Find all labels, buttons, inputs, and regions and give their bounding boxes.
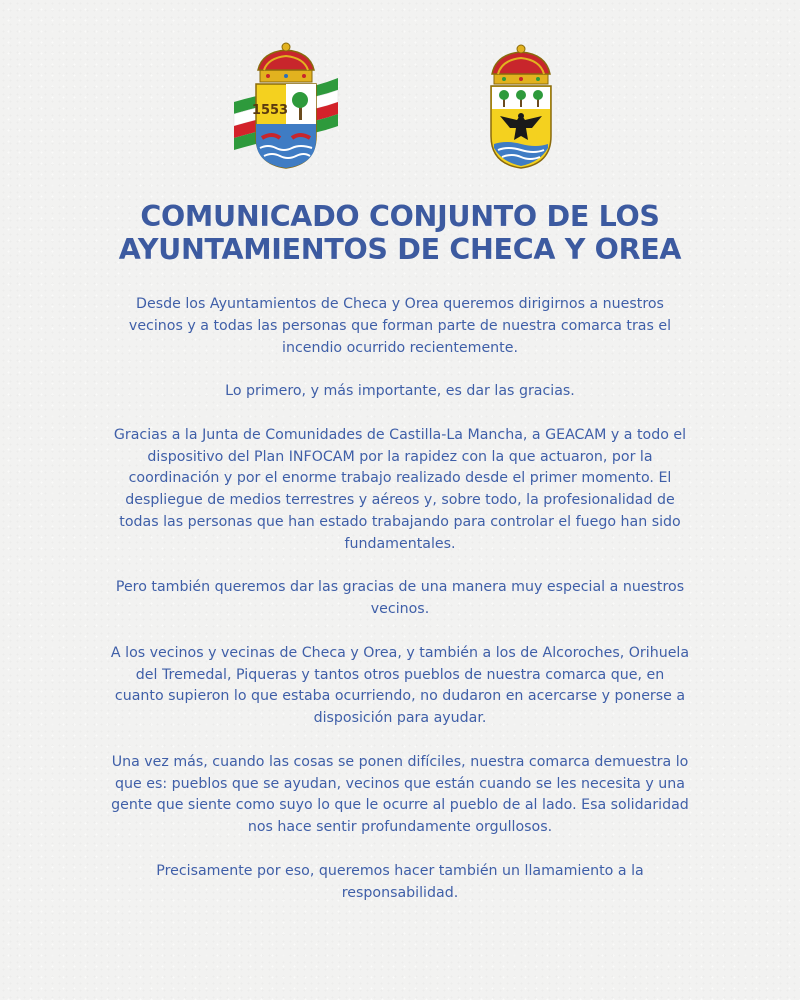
paragraph-responsibility: Precisamente por eso, queremos hacer también un llamamiento a la responsabilidad. bbox=[156, 862, 644, 901]
crests-header bbox=[0, 40, 800, 170]
crest-year: 1553 bbox=[251, 103, 289, 118]
paragraph-neighbors: Pero también queremos dar las gracias de una manera muy especial a nuestros vecinos. bbox=[115, 579, 685, 618]
paragraph-institutions: Gracias a la Junta de Comunidades de Castilla-La Mancha, a GEACAM y a todo el dispositivo del Plan INFOCAM por la rapidez con la que actuaron, por la coordinación y por el enorme trabajo realizado desde el primer momento. El despliegue de medios terrestres y aéreos y, sobre todo, la profesionalidad de todas las personas que han estado trabajando para controlar el fuego han sido fundamentales. bbox=[113, 426, 687, 552]
orea-coat-of-arms-icon bbox=[484, 44, 558, 170]
title-line-2: AYUNTAMIENTOS DE CHECA Y OREA bbox=[118, 233, 682, 266]
paragraph-intro: Desde los Ayuntamientos de Checa y Orea queremos dirigirnos a nuestros vecinos y a todas las personas que forman parte de nuestra comarca tras el incendio ocurrido recientemente. bbox=[128, 296, 672, 356]
paragraph-solidarity: Una vez más, cuando las cosas se ponen difíciles, nuestra comarca demuestra lo que es: pueblos que se ayudan, vecinos que están cuando se les necesita y una gente que siente como suyo lo que le ocurre al pueblo de al lado. Esa solidaridad nos hace sentir profundamente orgullosos. bbox=[111, 753, 689, 836]
paragraph-villages: A los vecinos y vecinas de Checa y Orea, y también a los de Alcoroches, Orihuela del Tremedal, Piqueras y tantos otros pueblos de nuestra comarca que, en cuanto supieron lo que estaba ocurriendo, no dudaron en acercarse y ponerse a disposición para ayudar. bbox=[110, 644, 690, 727]
statement-body bbox=[110, 294, 690, 926]
checa-coat-of-arms-icon bbox=[228, 40, 342, 170]
title-line-1: COMUNICADO CONJUNTO DE LOS bbox=[140, 200, 660, 233]
paragraph-thanks: Lo primero, y más importante, es dar las gracias. bbox=[225, 383, 575, 400]
page-title bbox=[60, 200, 740, 266]
